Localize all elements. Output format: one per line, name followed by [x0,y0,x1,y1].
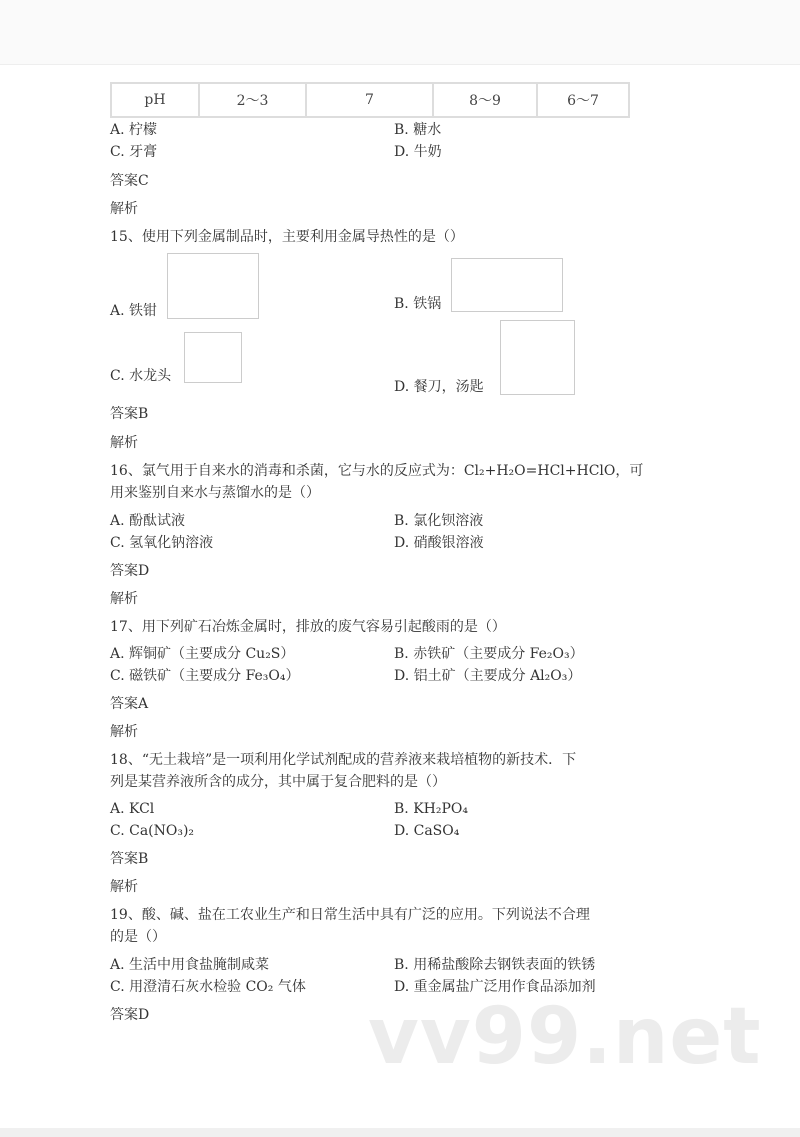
option-c: C. 水龙头 [110,368,172,384]
option-c: C. 磁铁矿（主要成分 Fe₃O₄） [110,668,300,684]
option-d: D. 重金属盐广泛用作食品添加剂 [394,979,596,995]
option-b: B. 赤铁矿（主要成分 Fe₂O₃） [394,646,584,662]
question-19-line2: 的是（） [110,929,166,945]
answer: 答案B [110,406,149,422]
answer: 答案A [110,696,149,712]
question-16-line1: 16、氯气用于自来水的消毒和杀菌，它与水的反应式为：Cl₂+H₂O=HCl+HClO，可 [110,463,644,479]
question-18-line2: 列是某营养液所含的成分，其中属于复合肥料的是（） [110,774,446,790]
option-c: C. 用澄清石灰水检验 CO₂ 气体 [110,979,306,995]
ph-table [110,82,630,118]
option-a: A. 柠檬 [110,122,158,138]
ph-cell: 8～9 [433,83,537,117]
option-d: D. 硝酸银溶液 [394,535,484,551]
option-b: B. 糖水 [394,122,442,138]
question-19-line1: 19、酸、碱、盐在工农业生产和日常生活中具有广泛的应用。下列说法不合理 [110,907,590,923]
option-d: D. 铝土矿（主要成分 Al₂O₃） [394,668,582,684]
answer: 答案B [110,851,149,867]
answer: 答案D [110,563,150,579]
option-c: C. Ca(NO₃)₂ [110,823,195,839]
option-d: D. CaSO₄ [394,823,460,839]
option-a: A. 酚酞试液 [110,513,186,529]
option-a: A. KCl [110,801,155,817]
ph-cell: 7 [306,83,433,117]
analysis: 解析 [110,724,138,740]
option-b: B. 铁锅 [394,296,442,312]
analysis: 解析 [110,879,138,895]
page-bottom-edge [0,1128,800,1137]
option-b-image [451,258,563,312]
question-18-line1: 18、“无土栽培”是一项利用化学试剂配成的营养液来栽培植物的新技术．下 [110,752,577,768]
analysis: 解析 [110,435,138,451]
question-16-line2: 用来鉴别自来水与蒸馏水的是（） [110,485,320,501]
watermark: vv99.net [368,992,762,1082]
option-a: A. 铁钳 [110,303,158,319]
option-a-image [167,253,259,319]
question-15: 15、使用下列金属制品时，主要利用金属导热性的是（） [110,229,464,245]
option-a: A. 生活中用食盐腌制咸菜 [110,957,270,973]
option-c: C. 氢氧化钠溶液 [110,535,214,551]
analysis: 解析 [110,201,138,217]
answer: 答案C [110,173,149,189]
option-b: B. 用稀盐酸除去钢铁表面的铁锈 [394,957,596,973]
option-d-image [500,320,575,395]
analysis: 解析 [110,591,138,607]
option-c-image [184,332,242,383]
ph-cell: 6～7 [537,83,629,117]
option-c: C. 牙膏 [110,144,158,160]
option-d: D. 餐刀，汤匙 [394,379,484,395]
question-17: 17、用下列矿石冶炼金属时，排放的废气容易引起酸雨的是（） [110,619,506,635]
answer: 答案D [110,1007,150,1023]
ph-header-cell: pH [111,83,199,117]
ph-cell: 2～3 [199,83,306,117]
option-a: A. 辉铜矿（主要成分 Cu₂S） [110,646,295,662]
option-d: D. 牛奶 [394,144,442,160]
page-top-margin [0,0,800,65]
option-b: B. 氯化钡溶液 [394,513,484,529]
option-b: B. KH₂PO₄ [394,801,468,817]
